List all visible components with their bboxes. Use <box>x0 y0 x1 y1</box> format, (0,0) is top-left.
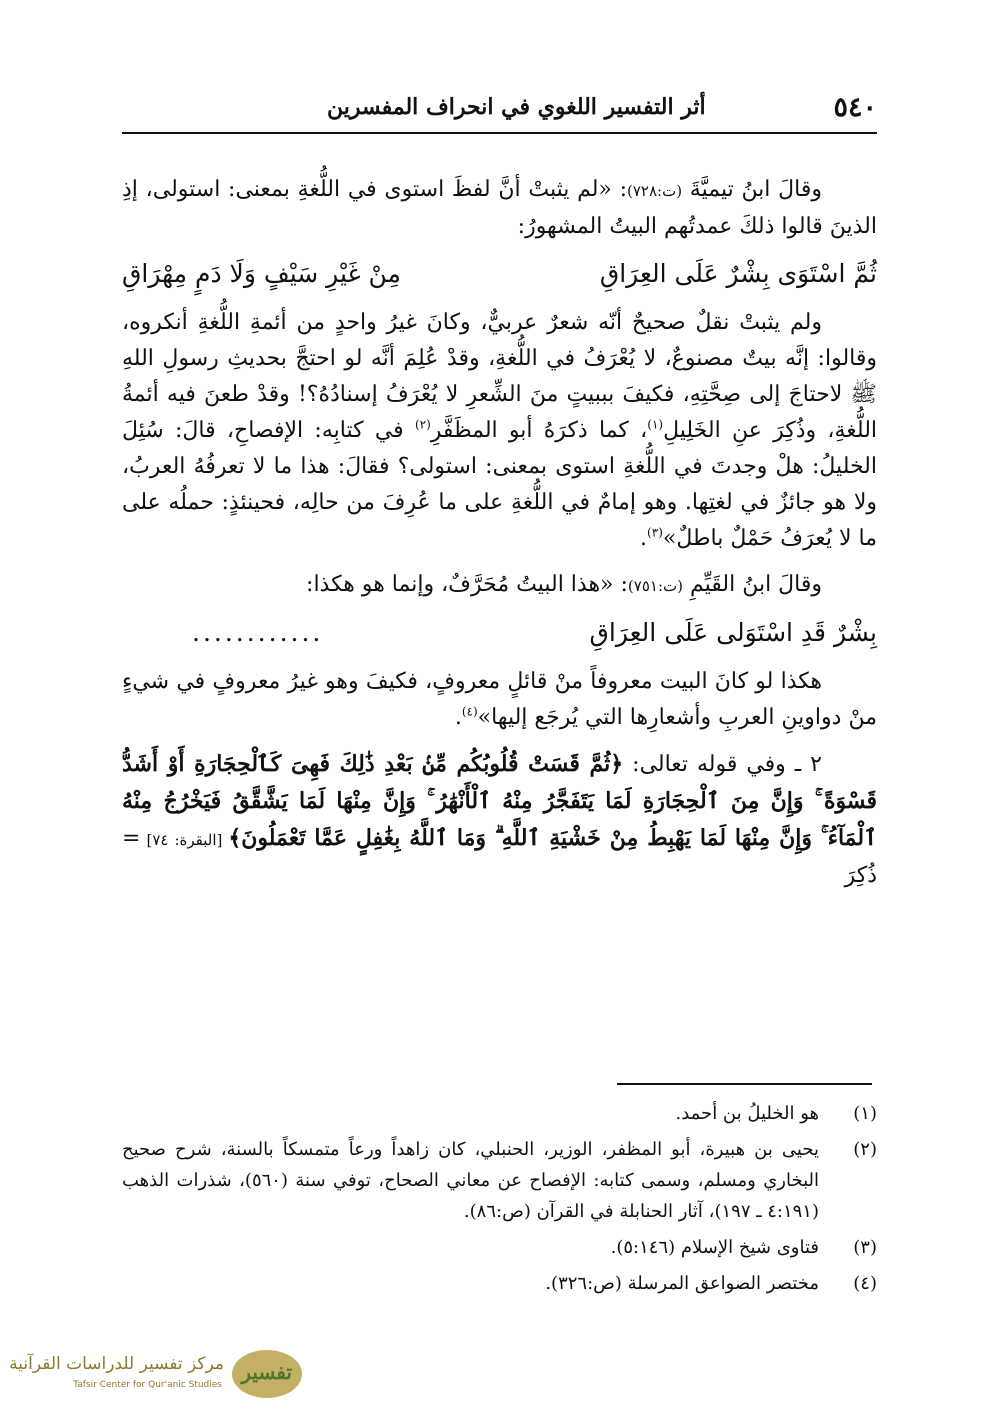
verse-second-hemistich: ............ <box>192 618 324 647</box>
verse-first-hemistich: بِشْرٌ قَدِ اسْتَوَلى عَلَى العِرَاقِ <box>589 618 877 647</box>
logo-english-name: Tafsir Center for Qur'anic Studies <box>73 1380 222 1390</box>
footnote-item <box>122 1268 877 1299</box>
paragraph-ibn-taymiyyah: وقالَ ابنُ تيميَّةَ (ت:٧٢٨): «لم يثبتْ أنَّ لفظَ استوى في اللُّغةِ بمعنى: استولى، إذِ الذينَ قالوا ذلكَ عمدتُهم البيتُ المشهورُ: <box>122 177 877 239</box>
tafsir-center-logo <box>9 1350 302 1402</box>
paragraph-quran-verse: ٢ ـ وفي قوله تعالى: ﴿ثُمَّ قَسَتْ قُلُوبُكُم مِّنۢ بَعْدِ ذَٰلِكَ فَهِىَ كَٱلْحِجَارَةِ أَوْ أَشَدُّ قَسْوَةً ۚ وَإِنَّ مِنَ ٱلْحِجَارَةِ لَمَا يَتَفَجَّرُ مِنْهُ ٱلْأَنْهَٰرُ ۚ وَإِنَّ مِنْهَا لَمَا يَشَّقَّقُ فَيَخْرُجُ مِنْهُ ٱلْمَآءُ ۚ وَإِنَّ مِنْهَا لَمَا يَهْبِطُ مِنْ خَشْيَةِ ٱللَّهِ ۗ وَمَا ٱللَّهُ بِغَٰفِلٍ عَمَّا تَعْمَلُونَ﴾ [البقرة: ٧٤] = ذُكِرَ <box>122 751 877 888</box>
verse-first-hemistich: ثُمَّ اسْتَوَى بِشْرٌ عَلَى العِرَاقِ <box>599 259 877 288</box>
poetry-verse <box>122 251 877 297</box>
footnote-marker-1[interactable]: (١) <box>647 417 664 432</box>
footnote-text: مختصر الصواعق المرسلة (ص:٣٢٦). <box>545 1273 819 1294</box>
footnote-marker-4[interactable]: (٤) <box>461 704 478 719</box>
paragraph-conclusion: هكذا لو كانَ البيت معروفاً منْ قائلٍ معروفٍ، فكيفَ وهو غيرُ معروفٍ في شيءٍ منْ دواوينِ العربِ وأشعارِها التي يُرجَع إليها»$^{(٤)}$. <box>122 669 877 730</box>
footnote-item <box>122 1232 877 1263</box>
footnote-text: يحيى بن هبيرة، أبو المظفر، الوزير، الحنبلي، كان زاهداً ورعاً متمسكاً بالسنة، شرح صحيح البخاري ومسلم، وسمى كتابه: الإفصاح عن معاني الصحاح، توفي سنة (٥٦٠)، شذرات الذهب (٤:١٩١ ـ ١٩٧)، آثار الحنابلة في القرآن (ص:٨٦). <box>122 1139 819 1222</box>
footnote-marker-3[interactable]: (٣) <box>647 525 663 540</box>
paragraph-ibn-qayyim: وقالَ ابنُ القَيِّمِ (ت:٧٥١): «هذا البيتُ مُحَرَّفٌ، وإنما هو هكذا: <box>306 572 822 597</box>
quran-quote: ﴿ثُمَّ قَسَتْ قُلُوبُكُم مِّنۢ بَعْدِ ذَٰلِكَ فَهِىَ كَٱلْحِجَارَةِ أَوْ أَشَدُّ قَسْوَةً ۚ وَإِنَّ مِنَ ٱلْحِجَارَةِ لَمَا يَتَفَجَّرُ مِنْهُ ٱلْأَنْهَٰرُ ۚ وَإِنَّ مِنْهَا لَمَا يَشَّقَّقُ فَيَخْرُجُ مِنْهُ ٱلْمَآءُ ۚ وَإِنَّ مِنْهَا لَمَا يَهْبِطُ مِنْ خَشْيَةِ ٱللَّهِ ۗ وَمَا ٱللَّهُ بِغَٰفِلٍ عَمَّا تَعْمَلُونَ﴾ <box>122 751 877 851</box>
surah-reference: [البقرة: ٧٤] <box>140 831 229 849</box>
footnote-item <box>122 1098 877 1129</box>
poetry-verse <box>122 610 877 656</box>
logo-arabic-name: مركز تفسير للدراسات القرآنية <box>9 1354 224 1374</box>
footnote-number: (٣) <box>853 1237 877 1258</box>
footnote-divider <box>617 1083 872 1085</box>
page-header <box>122 92 877 134</box>
verse-second-hemistich: مِنْ غَيْرِ سَيْفٍ وَلَا دَمٍ مِهْرَاقِ <box>122 259 401 288</box>
death-date-ref: (ت:٧٢٨) <box>627 182 683 200</box>
paragraph-analysis: ولم يثبتْ نقلٌ صحيحٌ أنّه شعرٌ عربيٌّ، وكانَ غيرُ واحدٍ من أئمةِ اللُّغةِ أنكروه، وقالوا: إنَّه بيتٌ مصنوعٌ، لا يُعْرَفُ في اللُّغةِ، وقدْ عُلِمَ أنَّه لو احتجَّ بحديثِ رسولِ اللهِ ﷺ لاحتاجَ إلى صِحَّتِهِ، فكيفَ بببيتٍ منَ الشِّعرِ لا يُعْرَفُ إسنادُهُ؟! وقدْ طعنَ فيه أئمةُ اللُّغةِ، وذُكِرَ عنِ الخَلِيلِ$^{(١)}$، كما ذكرَهُ أبو المظَفَّرِ$^{(٢)}$ في كتابِه: الإفصاحِ، قالَ: سُئِلَ الخليلُ: هلْ وجدتَ في اللُّغةِ استوى بمعنى: استولى؟ فقالَ: هذا ما لا تعرفُهُ العربُ، ولا هو جائزٌ في لغتِها. وهو إمامٌ في اللُّغةِ على ما عُرِفَ من حالِه، فحينئذٍ: حملُه على ما لا يُعرَفُ حَمْلٌ باطلٌ»$^{(٣)}$. <box>122 310 878 551</box>
running-title: أثر التفسير اللغوي في انحراف المفسرين <box>327 94 706 120</box>
footnote-number: (٢) <box>853 1139 877 1160</box>
footnote-marker-2[interactable]: (٢) <box>414 417 431 432</box>
main-text <box>122 172 877 894</box>
footnote-number: (١) <box>853 1103 877 1124</box>
footnote-text: هو الخليلُ بن أحمد. <box>675 1103 819 1124</box>
footnote-number: (٤) <box>853 1273 877 1294</box>
page-number: ٥٤٠ <box>833 92 877 123</box>
footnote-item <box>122 1134 877 1227</box>
footnotes <box>122 1098 877 1304</box>
death-date-ref: (ت:٧٥١) <box>627 577 683 595</box>
logo-emblem-text: تفسير <box>241 1360 292 1384</box>
footnote-text: فتاوى شيخ الإسلام (٥:١٤٦). <box>610 1237 819 1258</box>
